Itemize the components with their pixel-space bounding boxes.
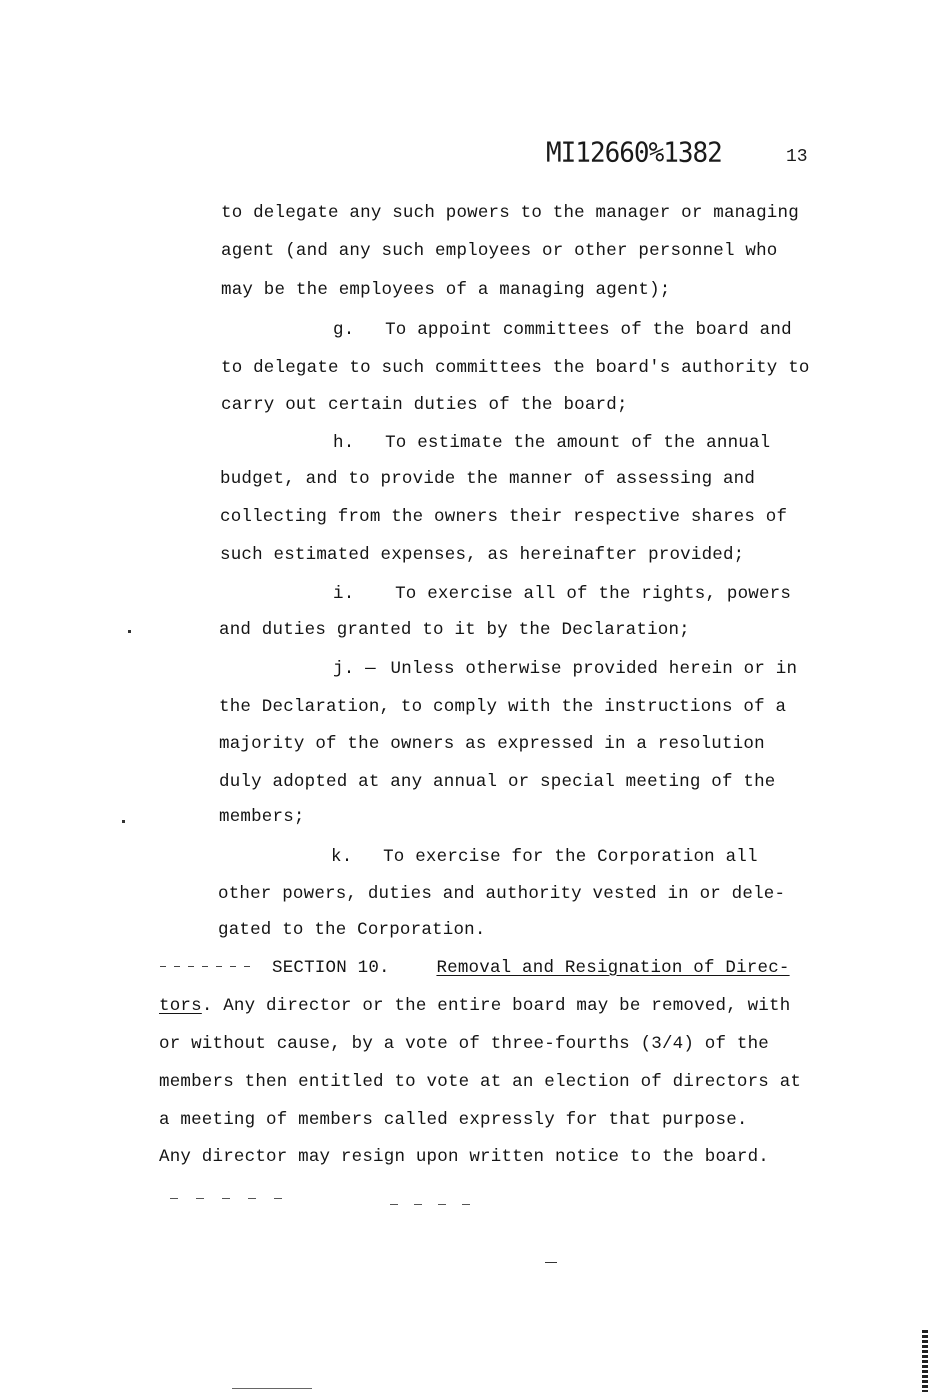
item-marker-j: j. — — [333, 659, 376, 679]
section-10-first-line — [159, 996, 790, 1016]
item-i-text: To exercise all of the rights, powers — [395, 584, 792, 604]
scan-edge-mark — [922, 1330, 928, 1392]
item-h — [333, 433, 770, 453]
document-stamp: MI12660%1382 — [546, 137, 722, 169]
text-line: agent (and any such employees or other personnel who — [221, 241, 778, 261]
item-k — [331, 847, 758, 867]
text-line: may be the employees of a managing agent); — [221, 280, 671, 300]
item-j — [333, 659, 797, 679]
section-title: Removal and Resignation of Direc- — [436, 958, 790, 978]
item-g-text: To appoint committees of the board and — [385, 320, 792, 340]
text-line: to delegate any such powers to the manager or managing — [221, 203, 799, 223]
section-title-continued: tors — [159, 996, 202, 1016]
text-line: Any director may resign upon written notice to the board. — [159, 1147, 769, 1167]
text-line: and duties granted to it by the Declaration; — [219, 620, 690, 640]
text-line: such estimated expenses, as hereinafter provided; — [220, 545, 745, 565]
scan-artifact — [390, 1204, 480, 1205]
item-marker-i: i. — [333, 584, 355, 604]
item-g — [333, 320, 792, 340]
text-line: the Declaration, to comply with the instructions of a — [219, 697, 787, 717]
section-label: SECTION 10. — [272, 958, 390, 978]
text-line: a meeting of members called expressly for that purpose. — [159, 1110, 748, 1130]
text-line: other powers, duties and authority vested in or dele- — [218, 884, 786, 904]
text-line: collecting from the owners their respective shares of — [220, 507, 788, 527]
scan-artifact — [170, 1198, 290, 1199]
item-j-text: Unless otherwise provided herein or in — [390, 659, 798, 679]
item-marker-k: k. — [331, 847, 353, 867]
text-line: members then entitled to vote at an election of directors at — [159, 1072, 802, 1092]
text-line: budget, and to provide the manner of assessing and — [220, 469, 756, 489]
text-line: majority of the owners as expressed in a resolution — [219, 734, 765, 754]
section-10-heading — [272, 958, 790, 978]
item-marker-g: g. — [333, 320, 355, 340]
scan-artifact — [545, 1262, 557, 1263]
text-line: or without cause, by a vote of three-fourths (3/4) of the — [159, 1034, 769, 1054]
item-marker-h: h. — [333, 433, 355, 453]
section-text: . Any director or the entire board may be removed, with — [201, 996, 791, 1016]
page-number: 13 — [786, 147, 808, 167]
scan-artifact — [160, 966, 250, 967]
item-h-text: To estimate the amount of the annual — [385, 433, 771, 453]
text-line: gated to the Corporation. — [218, 920, 486, 940]
scan-artifact — [128, 630, 131, 633]
text-line: duly adopted at any annual or special meeting of the — [219, 772, 776, 792]
text-line: members; — [219, 807, 305, 827]
scan-artifact — [232, 1388, 312, 1389]
item-k-text: To exercise for the Corporation all — [383, 847, 758, 867]
item-i — [333, 584, 791, 604]
scan-artifact — [122, 820, 125, 823]
text-line: carry out certain duties of the board; — [221, 395, 628, 415]
text-line: to delegate to such committees the board's authority to — [221, 358, 810, 378]
